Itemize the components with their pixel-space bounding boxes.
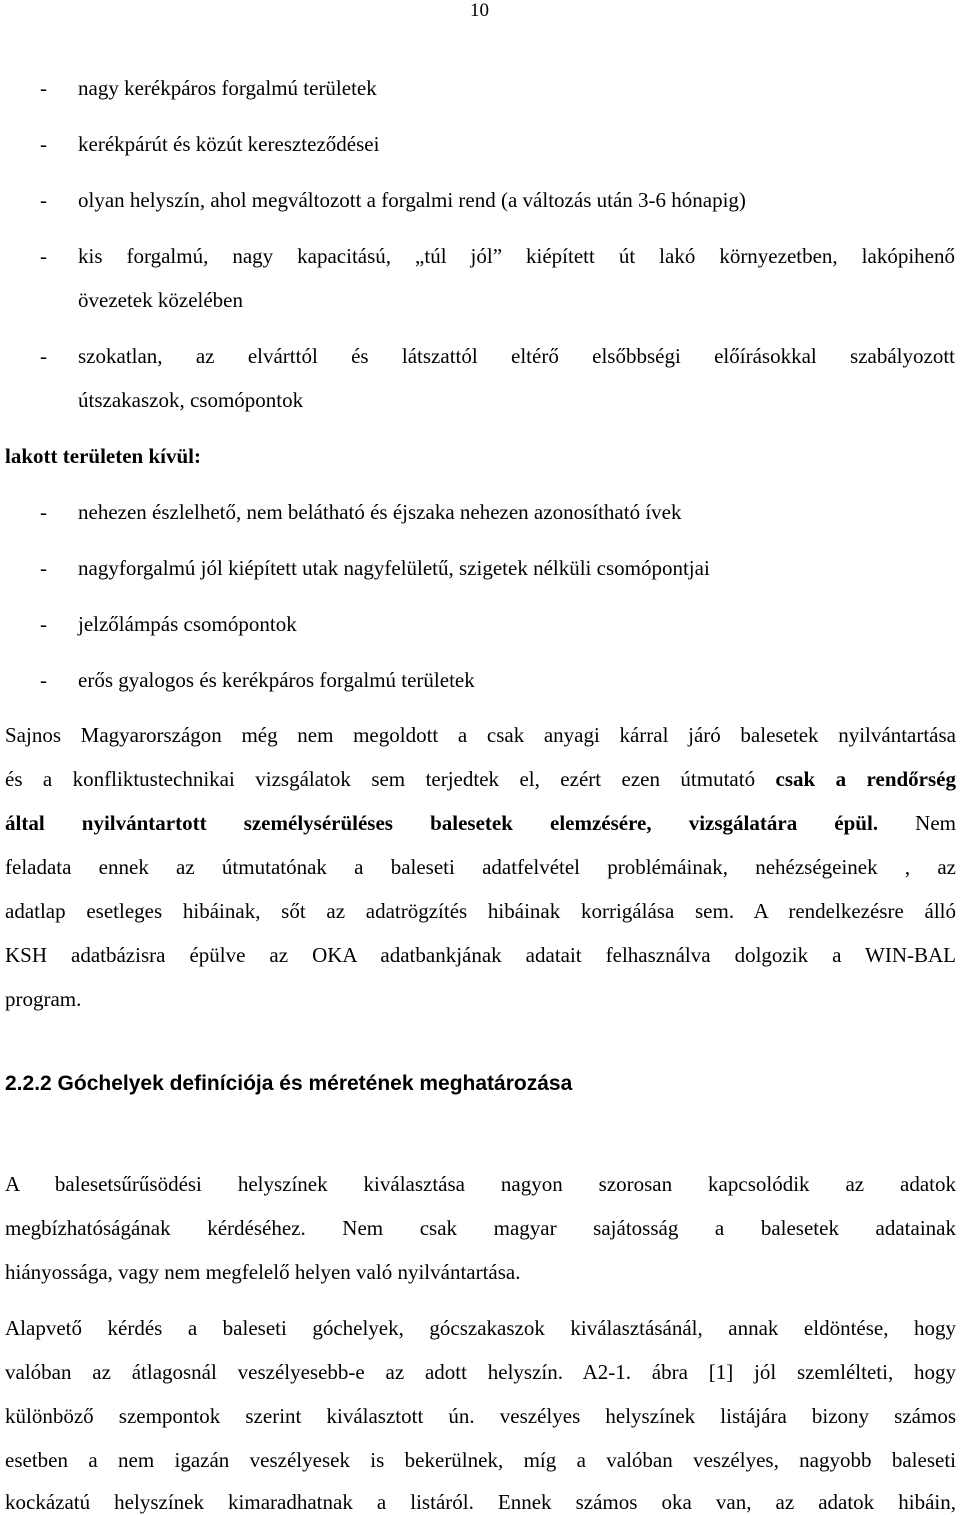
list-dash: -	[40, 668, 47, 692]
paragraph-line: Sajnos Magyarországon még nem megoldott a csak anyagi kárral járó balesetek nyilvántartása	[5, 723, 956, 747]
page-number: 10	[470, 0, 489, 21]
list-item-text: erős gyalogos és kerékpáros forgalmú területek	[78, 668, 475, 692]
list-item-text: nagyforgalmú jól kiépített utak nagyfelületű, szigetek nélküli csomópontjai	[78, 556, 710, 580]
list-dash: -	[40, 132, 47, 156]
paragraph-line: valóban az átlagosnál veszélyesebb-e az adott helyszín. A2-1. ábra [1] jól szemlélteti, hogy	[5, 1360, 956, 1384]
paragraph-line	[5, 767, 956, 792]
paragraph-line: adatlap esetleges hibáinak, sőt az adatrögzítés hibáinak korrigálása sem. A rendelkezésre álló	[5, 899, 956, 923]
list-dash: -	[40, 188, 47, 212]
list-item-text-cont: útszakaszok, csomópontok	[78, 388, 304, 412]
paragraph-bold-text: csak a rendőrség	[775, 767, 956, 791]
paragraph-bold-text: által nyilvántartott személysérüléses balesetek elemzésére, vizsgálatára épül.	[5, 811, 879, 835]
list-item-text: kis forgalmú, nagy kapacitású, „túl jól” kiépített út lakó környezetben, lakópihenő	[78, 244, 955, 268]
list-item-text-cont: övezetek közelében	[78, 288, 243, 312]
list-dash: -	[40, 244, 47, 268]
list-item-text: olyan helyszín, ahol megváltozott a forgalmi rend (a változás után 3-6 hónapig)	[78, 188, 746, 212]
subheading-text: lakott területen kívül:	[5, 444, 201, 468]
paragraph-line: hiányossága, vagy nem megfelelő helyen való nyilvántartása.	[5, 1260, 521, 1284]
paragraph-line: Alapvető kérdés a baleseti góchelyek, gócszakaszok kiválasztásánál, annak eldöntése, hogy	[5, 1316, 956, 1340]
paragraph-line: A balesetsűrűsödési helyszínek kiválasztása nagyon szorosan kapcsolódik az adatok	[5, 1172, 956, 1196]
list-dash: -	[40, 344, 47, 368]
section-title: 2.2.2 Góchelyek definíciója és méretének meghatározása	[5, 1072, 573, 1095]
list-dash: -	[40, 76, 47, 100]
paragraph-line	[5, 811, 956, 836]
paragraph-line: különböző szempontok szerint kiválasztott ún. veszélyes helyszínek listájára bizony számos	[5, 1404, 956, 1428]
paragraph-line: esetben a nem igazán veszélyesek is bekerülnek, míg a valóban veszélyes, nagyobb baleseti	[5, 1448, 956, 1472]
list-item-text: szokatlan, az elvárttól és látszattól eltérő elsőbbségi előírásokkal szabályozott	[78, 344, 955, 368]
list-dash: -	[40, 556, 47, 580]
list-item-text: nagy kerékpáros forgalmú területek	[78, 76, 377, 100]
paragraph-line: megbízhatóságának kérdéséhez. Nem csak magyar sajátosság a balesetek adatainak	[5, 1216, 956, 1240]
paragraph-line: program.	[5, 987, 82, 1011]
list-dash: -	[40, 500, 47, 524]
paragraph-text: és a konfliktustechnikai vizsgálatok sem terjedtek el, ezért ezen útmutató	[5, 767, 776, 791]
paragraph-line: feladata ennek az útmutatónak a baleseti adatfelvétel problémáinak, nehézségeinek , az	[5, 855, 956, 879]
paragraph-line: kockázatú helyszínek kimaradhatnak a listáról. Ennek számos oka van, az adatok hibáin,	[5, 1490, 956, 1514]
list-dash: -	[40, 612, 47, 636]
paragraph-text: Nem	[878, 811, 957, 835]
list-item-text: jelzőlámpás csomópontok	[78, 612, 297, 636]
list-item-text: kerékpárút és közút kereszteződései	[78, 132, 380, 156]
list-item-text: nehezen észlelhető, nem belátható és éjszaka nehezen azonosítható ívek	[78, 500, 682, 524]
paragraph-line: KSH adatbázisra épülve az OKA adatbankjának adatait felhasználva dolgozik a WIN-BAL	[5, 943, 956, 967]
